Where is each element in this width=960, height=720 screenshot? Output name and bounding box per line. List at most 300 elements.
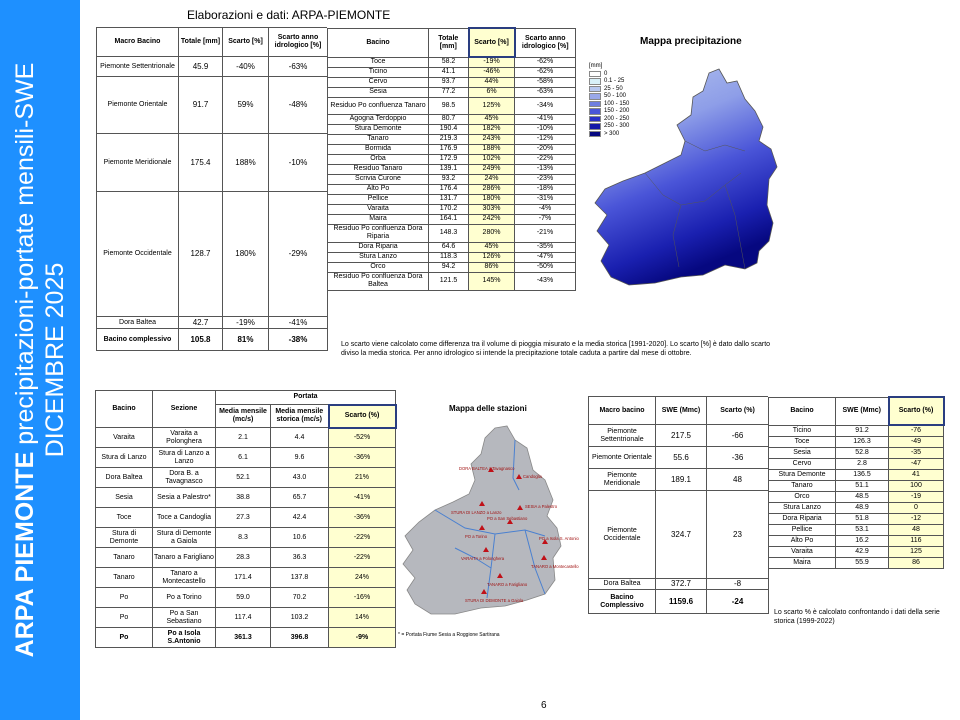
legend-label: 0.1 - 25 — [604, 78, 625, 85]
legend-label: 200 - 250 — [604, 115, 630, 122]
flow-table — [95, 390, 397, 648]
swe-note: Lo scarto % è calcolato confrontando i dati della serie storica (1999-2022) — [774, 609, 940, 625]
table-cell: 42.4 — [271, 508, 329, 528]
table-cell: 131.7 — [429, 194, 469, 204]
table-cell: 126% — [469, 252, 515, 262]
col-header: Bacino — [769, 397, 836, 425]
table-row — [328, 204, 576, 214]
table-row — [769, 447, 944, 458]
col-header: Bacino — [328, 28, 429, 57]
table-cell: 48.9 — [836, 502, 889, 513]
table-cell: 45.9 — [179, 57, 223, 77]
table-row — [769, 535, 944, 546]
table-row — [328, 242, 576, 252]
table-cell: 180% — [469, 194, 515, 204]
table-row — [328, 144, 576, 154]
table-cell: -22% — [329, 548, 396, 568]
table-cell: Piemonte Orientale — [97, 77, 179, 134]
table-cell: -29% — [269, 192, 328, 317]
table-cell: Dora Riparia — [328, 242, 429, 252]
table-row — [96, 448, 396, 468]
legend-label: 50 - 100 — [604, 93, 627, 100]
col-header: Sezione — [153, 391, 216, 428]
station-label: DORA BALTEA a Tavagnasco — [459, 466, 515, 471]
table-cell: 219.3 — [429, 134, 469, 144]
table-row — [769, 480, 944, 491]
table-cell: -40% — [223, 57, 269, 77]
table-cell: 171.4 — [216, 568, 271, 588]
title-rest: precipitazioni-portate mensili-SWE — [11, 62, 39, 452]
table-cell: -13% — [515, 164, 576, 174]
table-cell: Sesia — [769, 447, 836, 458]
table-cell: -22% — [329, 528, 396, 548]
table-cell: Bormida — [328, 144, 429, 154]
table-cell: 23 — [707, 491, 769, 579]
table-cell: 188% — [469, 144, 515, 154]
table-cell: 176.9 — [429, 144, 469, 154]
table-cell: Toce — [328, 57, 429, 67]
table-cell: 103.2 — [271, 608, 329, 628]
table-row — [328, 164, 576, 174]
table-cell: 117.4 — [216, 608, 271, 628]
table-cell: Piemonte Orientale — [589, 447, 656, 469]
legend-label: 0 — [604, 70, 608, 77]
table-row — [96, 508, 396, 528]
table-cell: 189.1 — [656, 469, 707, 491]
table-cell: 102% — [469, 154, 515, 164]
table-cell: -62% — [515, 57, 576, 67]
table-cell: -16% — [329, 588, 396, 608]
table-cell: Orco — [328, 262, 429, 272]
table-cell: -10% — [269, 134, 328, 192]
table-cell: Dora Baltea — [97, 317, 179, 329]
table-cell: 121.5 — [429, 272, 469, 290]
table-cell: Tanaro — [328, 134, 429, 144]
col-header: Scarto (%) — [889, 397, 944, 425]
table-cell: -50% — [515, 262, 576, 272]
table-cell: -34% — [515, 97, 576, 114]
table-cell: -20% — [515, 144, 576, 154]
table-cell: Toce — [769, 436, 836, 447]
basin-precip-table — [327, 27, 576, 291]
table-cell: -41% — [269, 317, 328, 329]
table-cell: Piemonte Meridionale — [589, 469, 656, 491]
table-cell: -41% — [515, 114, 576, 124]
table-cell: 126.3 — [836, 436, 889, 447]
table-row — [328, 67, 576, 77]
table-cell: 116 — [889, 535, 944, 546]
table-cell: Po — [96, 628, 153, 648]
page-number: 6 — [541, 700, 547, 711]
table-cell: 48 — [707, 469, 769, 491]
table-cell: 91.2 — [836, 425, 889, 436]
table-cell: -58% — [515, 77, 576, 87]
table-cell: Sesia a Palestro* — [153, 488, 216, 508]
table-cell: 55.9 — [836, 557, 889, 568]
table-row — [328, 87, 576, 97]
table-cell: 6.1 — [216, 448, 271, 468]
table-cell: Po a San Sebastiano — [153, 608, 216, 628]
table-cell: 98.5 — [429, 97, 469, 114]
col-header: Macro bacino — [589, 397, 656, 425]
table-row — [769, 557, 944, 568]
table-cell: Dora Riparia — [769, 513, 836, 524]
col-header: SWE (Mmc) — [836, 397, 889, 425]
table-cell: Cervo — [769, 458, 836, 469]
table-cell: 105.8 — [179, 329, 223, 351]
table-cell: Stura Lanzo — [328, 252, 429, 262]
table-cell: Residuo Po confluenza Dora Riparia — [328, 224, 429, 242]
table-cell: 136.5 — [836, 469, 889, 480]
table-cell: Dora Baltea — [96, 468, 153, 488]
table-row — [769, 491, 944, 502]
table-cell: 249% — [469, 164, 515, 174]
table-cell: 64.6 — [429, 242, 469, 252]
sidebar-band — [0, 0, 80, 720]
table-cell: 24% — [329, 568, 396, 588]
table-cell: Varaita — [96, 428, 153, 448]
station-label: SESIA a Palestro — [525, 504, 558, 509]
table-cell: 81% — [223, 329, 269, 351]
table-row — [769, 502, 944, 513]
table-cell: 303% — [469, 204, 515, 214]
table-cell: Pellice — [328, 194, 429, 204]
table-cell: 45% — [469, 114, 515, 124]
table-cell: 42.7 — [179, 317, 223, 329]
table-cell: 43.0 — [271, 468, 329, 488]
table-cell: Alto Po — [769, 535, 836, 546]
legend-label: 250 - 300 — [604, 123, 630, 130]
table-cell: 27.3 — [216, 508, 271, 528]
table-cell: -9% — [329, 628, 396, 648]
macro-basin-precip-table — [96, 27, 328, 351]
table-cell: Piemonte Occidentale — [97, 192, 179, 317]
table-cell: -10% — [515, 124, 576, 134]
col-header: Bacino — [96, 391, 153, 428]
table-cell: 361.3 — [216, 628, 271, 648]
table-cell: 53.1 — [836, 524, 889, 535]
table-cell: Piemonte Occidentale — [589, 491, 656, 579]
table-cell: 125% — [469, 97, 515, 114]
table-cell: -62% — [515, 67, 576, 77]
table-cell: -35% — [515, 242, 576, 252]
station-label: TANARO a Montecastello — [531, 564, 579, 569]
col-header: Totale [mm] — [429, 28, 469, 57]
table-cell: 55.6 — [656, 447, 707, 469]
table-row — [589, 447, 769, 469]
source-caption: Elaborazioni e dati: ARPA-PIEMONTE — [187, 8, 391, 22]
station-map-title: Mappa delle stazioni — [449, 404, 527, 413]
table-row — [589, 425, 769, 447]
table-cell: Dora Baltea — [589, 579, 656, 590]
table-row — [328, 134, 576, 144]
table-cell: Cervo — [328, 77, 429, 87]
table-cell: Scrivia Curone — [328, 174, 429, 184]
table-row — [96, 548, 396, 568]
title-month: DICEMBRE 2025 — [41, 262, 69, 458]
station-label: TANARO a Farigliano — [487, 582, 528, 587]
table-cell: 286% — [469, 184, 515, 194]
table-cell: 148.3 — [429, 224, 469, 242]
table-cell: Varaita — [769, 546, 836, 557]
table-cell: -38% — [269, 329, 328, 351]
col-header: Portata — [216, 391, 396, 405]
table-cell: 280% — [469, 224, 515, 242]
table-cell: 8.3 — [216, 528, 271, 548]
station-map — [395, 418, 585, 633]
table-cell: Orco — [769, 491, 836, 502]
legend-label: 25 - 50 — [604, 85, 623, 92]
table-cell: 45% — [469, 242, 515, 252]
col-header: Scarto anno idrologico [%] — [269, 28, 328, 57]
table-cell: Tanaro a Montecastello — [153, 568, 216, 588]
table-cell: Piemonte Settentrionale — [589, 425, 656, 447]
table-cell: -21% — [515, 224, 576, 242]
table-cell: -63% — [515, 87, 576, 97]
table-cell: Bacino complessivo — [97, 329, 179, 351]
table-cell: 137.8 — [271, 568, 329, 588]
table-row — [96, 628, 396, 648]
table-cell: Maira — [769, 557, 836, 568]
table-row — [328, 214, 576, 224]
table-cell: 6% — [469, 87, 515, 97]
table-row — [769, 436, 944, 447]
table-cell: -52% — [329, 428, 396, 448]
table-row — [328, 194, 576, 204]
table-cell: 145% — [469, 272, 515, 290]
table-cell: 188% — [223, 134, 269, 192]
table-cell: 170.2 — [429, 204, 469, 214]
table-cell: Stura di Demonte — [96, 528, 153, 548]
col-header: Totale [mm] — [179, 28, 223, 57]
table-cell: -12 — [889, 513, 944, 524]
table-row — [97, 192, 328, 317]
table-cell: Piemonte Meridionale — [97, 134, 179, 192]
table-row — [328, 272, 576, 290]
table-row — [328, 224, 576, 242]
table-row — [589, 590, 769, 614]
table-cell: 59% — [223, 77, 269, 134]
table-cell: -22% — [515, 154, 576, 164]
table-cell: 14% — [329, 608, 396, 628]
table-cell: 2.8 — [836, 458, 889, 469]
table-cell: 182% — [469, 124, 515, 134]
table-cell: Alto Po — [328, 184, 429, 194]
table-cell: 242% — [469, 214, 515, 224]
table-cell: -8 — [707, 579, 769, 590]
table-row — [96, 568, 396, 588]
table-cell: 77.2 — [429, 87, 469, 97]
table-cell: 38.8 — [216, 488, 271, 508]
table-row — [769, 546, 944, 557]
table-cell: -18% — [515, 184, 576, 194]
table-cell: Bacino Complessivo — [589, 590, 656, 614]
table-cell: 36.3 — [271, 548, 329, 568]
swe-basin-table — [768, 396, 945, 569]
table-cell: Stura Lanzo — [769, 502, 836, 513]
table-cell: 172.9 — [429, 154, 469, 164]
table-cell: Varaita — [328, 204, 429, 214]
table-cell: 217.5 — [656, 425, 707, 447]
table-cell: -12% — [515, 134, 576, 144]
table-cell: Residuo Tanaro — [328, 164, 429, 174]
table-row — [96, 428, 396, 448]
table-cell: Residuo Po confluenza Dora Baltea — [328, 272, 429, 290]
legend-label: > 300 — [604, 130, 620, 137]
table-cell: -47 — [889, 458, 944, 469]
table-cell: 41 — [889, 469, 944, 480]
table-cell: -35 — [889, 447, 944, 458]
col-header: Scarto anno idrologico [%] — [515, 28, 576, 57]
table-cell: Po a Isola S.Antonio — [153, 628, 216, 648]
table-cell: 1159.6 — [656, 590, 707, 614]
table-row — [769, 524, 944, 535]
table-cell: Varaita a Polonghera — [153, 428, 216, 448]
table-cell: 58.2 — [429, 57, 469, 67]
table-cell: Sesia — [328, 87, 429, 97]
table-cell: 51.8 — [836, 513, 889, 524]
table-cell: 48 — [889, 524, 944, 535]
table-row — [97, 329, 328, 351]
table-cell: 175.4 — [179, 134, 223, 192]
table-row — [96, 488, 396, 508]
table-row — [769, 513, 944, 524]
table-cell: -36% — [329, 448, 396, 468]
table-cell: 190.4 — [429, 124, 469, 134]
table-cell: -19% — [223, 317, 269, 329]
table-cell: 2.1 — [216, 428, 271, 448]
table-cell: -36% — [329, 508, 396, 528]
legend-label: 100 - 150 — [604, 100, 630, 107]
vertical-title — [10, 10, 70, 710]
table-cell: -19 — [889, 491, 944, 502]
table-cell: Pellice — [769, 524, 836, 535]
table-cell: Piemonte Settentrionale — [97, 57, 179, 77]
table-cell: 86% — [469, 262, 515, 272]
table-cell: -19% — [469, 57, 515, 67]
table-cell: 125 — [889, 546, 944, 557]
table-row — [96, 608, 396, 628]
table-cell: Sesia — [96, 488, 153, 508]
table-cell: -63% — [269, 57, 328, 77]
col-header: Media mensile (mc/s) — [216, 405, 271, 428]
table-cell: 372.7 — [656, 579, 707, 590]
table-row — [328, 97, 576, 114]
table-cell: Stura di Lanzo — [96, 448, 153, 468]
table-cell: 28.3 — [216, 548, 271, 568]
table-cell: 51.1 — [836, 480, 889, 491]
table-row — [769, 469, 944, 480]
table-cell: Ticino — [769, 425, 836, 436]
table-cell: 128.7 — [179, 192, 223, 317]
station-label: STURA DI DEMONTE a Gaiola — [465, 598, 524, 603]
station-label: PO a Isola S. Antonio — [539, 536, 579, 541]
precip-map-title: Mappa precipitazione — [640, 36, 742, 47]
table-cell: -31% — [515, 194, 576, 204]
table-cell: 100 — [889, 480, 944, 491]
table-cell: 396.8 — [271, 628, 329, 648]
table-row — [769, 425, 944, 436]
table-cell: 324.7 — [656, 491, 707, 579]
table-cell: Orba — [328, 154, 429, 164]
table-cell: 9.6 — [271, 448, 329, 468]
table-cell: Tanaro — [769, 480, 836, 491]
table-row — [328, 57, 576, 67]
table-cell: 16.2 — [836, 535, 889, 546]
table-cell: Po — [96, 588, 153, 608]
table-row — [328, 262, 576, 272]
table-row — [328, 184, 576, 194]
table-cell: 91.7 — [179, 77, 223, 134]
table-cell: -43% — [515, 272, 576, 290]
table-cell: 93.2 — [429, 174, 469, 184]
table-cell: Toce — [96, 508, 153, 528]
col-header: Macro Bacino — [97, 28, 179, 57]
table-cell: -4% — [515, 204, 576, 214]
table-cell: 164.1 — [429, 214, 469, 224]
table-cell: Tanaro — [96, 548, 153, 568]
table-cell: Stura di Lanzo a Lanzo — [153, 448, 216, 468]
precip-map — [585, 55, 790, 310]
table-cell: 176.4 — [429, 184, 469, 194]
station-label: STURA DI LANZO a Lanzo — [451, 510, 502, 515]
table-row — [328, 252, 576, 262]
legend-label: 150 - 200 — [604, 108, 630, 115]
table-cell: -41% — [329, 488, 396, 508]
table-row — [589, 491, 769, 579]
table-cell: -7% — [515, 214, 576, 224]
table-cell: 42.9 — [836, 546, 889, 557]
col-header: Scarto [%] — [469, 28, 515, 57]
table-cell: 10.6 — [271, 528, 329, 548]
table-row — [97, 57, 328, 77]
col-header: Scarto (%) — [707, 397, 769, 425]
table-cell: Po — [96, 608, 153, 628]
station-label: PO a Torino — [465, 534, 488, 539]
table-cell: -23% — [515, 174, 576, 184]
table-cell: 94.2 — [429, 262, 469, 272]
table-cell: -46% — [469, 67, 515, 77]
table-cell: Stura Demonte — [328, 124, 429, 134]
table-cell: 139.1 — [429, 164, 469, 174]
table-cell: 65.7 — [271, 488, 329, 508]
table-cell: 48.5 — [836, 491, 889, 502]
table-cell: -49 — [889, 436, 944, 447]
table-cell: Maira — [328, 214, 429, 224]
station-footnote: * = Portata Fiume Sesia a Roggione Sartirana — [398, 632, 500, 638]
table-cell: 118.3 — [429, 252, 469, 262]
table-cell: -47% — [515, 252, 576, 262]
table-cell: 41.1 — [429, 67, 469, 77]
table-cell: -48% — [269, 77, 328, 134]
table-cell: Tanaro a Farigliano — [153, 548, 216, 568]
col-header: Scarto (%) — [329, 405, 396, 428]
table-row — [589, 469, 769, 491]
table-row — [328, 154, 576, 164]
table-cell: 180% — [223, 192, 269, 317]
station-label: PO a San Sebastiano — [487, 516, 528, 521]
table-cell: 52.1 — [216, 468, 271, 488]
table-cell: -24 — [707, 590, 769, 614]
table-cell: Stura Demonte — [769, 469, 836, 480]
table-cell: 4.4 — [271, 428, 329, 448]
table-row — [96, 468, 396, 488]
table-cell: Tanaro — [96, 568, 153, 588]
table-cell: 52.8 — [836, 447, 889, 458]
table-cell: 21% — [329, 468, 396, 488]
col-header: Scarto [%] — [223, 28, 269, 57]
table-row — [97, 77, 328, 134]
